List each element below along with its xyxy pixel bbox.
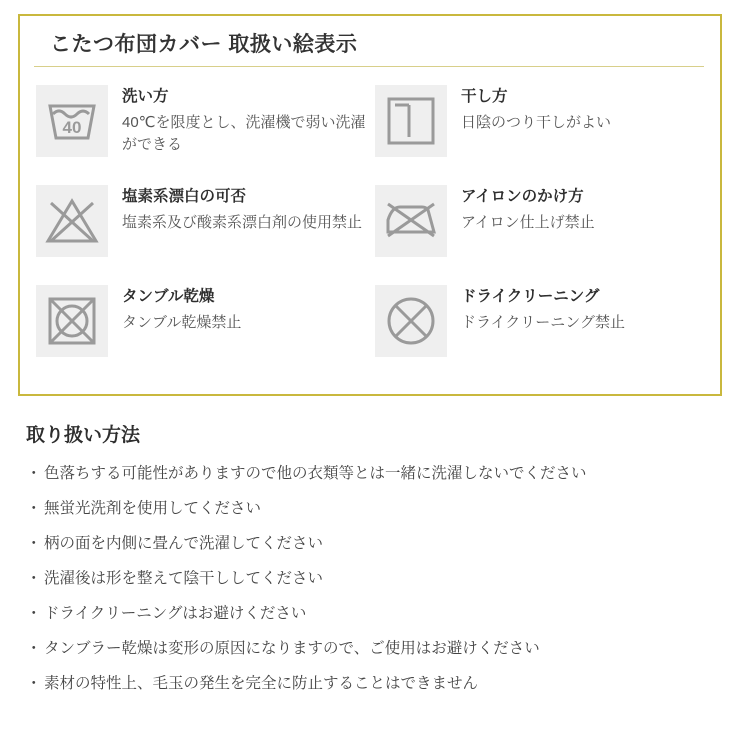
list-item: ・ 素材の特性上、毛玉の発生を完全に防止することはできません	[26, 673, 722, 695]
list-item: ・ 無蛍光洗剤を使用してください	[26, 498, 722, 520]
care-item-heading: 洗い方	[122, 88, 169, 105]
care-item-heading: タンブル乾燥	[122, 288, 215, 305]
care-item-description: 塩素系及び酸素系漂白剤の使用禁止	[122, 213, 363, 231]
care-item-tumble-dry	[36, 279, 367, 379]
care-item-heading: 干し方	[461, 88, 508, 105]
care-item-description: 日陰のつり干しがよい	[461, 113, 612, 131]
care-item-description: ドライクリーニング禁止	[461, 313, 625, 331]
howto-title: 取り扱い方法	[26, 425, 141, 446]
list-item: ・ タンブラー乾燥は変形の原因になりますので、ご使用はお避けください	[26, 638, 722, 660]
care-item-description: 40℃を限度とし、洗濯機で弱い洗濯ができる	[122, 113, 366, 154]
list-item: ・ 柄の面を内側に畳んで洗濯してください	[26, 533, 722, 555]
no-dry-clean-icon	[375, 285, 447, 357]
list-item: ・ 色落ちする可能性がありますので他の衣類等とは一緒に洗濯しないでください	[26, 463, 722, 485]
care-panel-title: こたつ布団カバー 取扱い絵表示	[34, 16, 704, 67]
care-item-description: アイロン仕上げ禁止	[461, 213, 595, 231]
wash-40-icon	[36, 85, 108, 157]
care-item-text	[461, 185, 595, 234]
care-item-text	[122, 85, 367, 156]
care-item-iron	[375, 179, 706, 279]
list-item: ・ 洗濯後は形を整えて陰干ししてください	[26, 568, 722, 590]
care-symbol-grid	[20, 67, 720, 379]
care-item-bleach	[36, 179, 367, 279]
care-item-dry-clean	[375, 279, 706, 379]
no-iron-icon	[375, 185, 447, 257]
care-item-description: タンブル乾燥禁止	[122, 313, 242, 331]
dry-in-shade-line-icon	[375, 85, 447, 157]
care-item-text	[122, 185, 362, 234]
no-tumble-dry-icon	[36, 285, 108, 357]
list-item: ・ ドライクリーニングはお避けください	[26, 603, 722, 625]
wash-temperature-value: 40	[62, 118, 82, 137]
care-item-text	[461, 85, 611, 134]
no-bleach-icon	[36, 185, 108, 257]
care-item-heading: ドライクリーニング	[461, 288, 600, 305]
care-symbol-panel	[18, 14, 722, 396]
care-item-wash	[36, 79, 367, 179]
care-item-text	[122, 285, 241, 334]
care-item-drying	[375, 79, 706, 179]
howto-list	[18, 463, 722, 695]
care-item-heading: アイロンのかけ方	[461, 188, 584, 205]
howto-section	[18, 420, 722, 708]
care-item-text	[461, 285, 625, 334]
care-item-heading: 塩素系漂白の可否	[122, 188, 247, 205]
